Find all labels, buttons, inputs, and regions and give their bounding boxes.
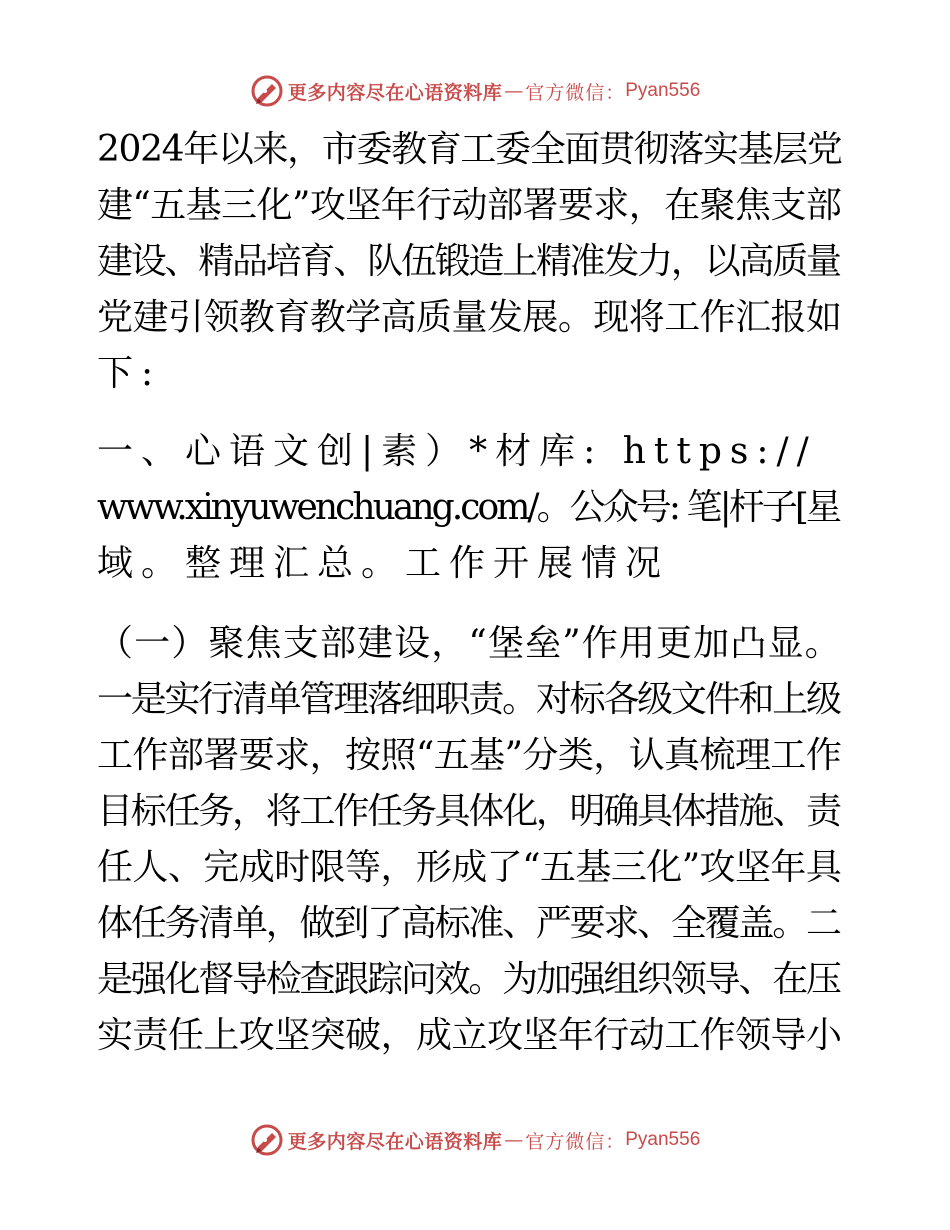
text-line: 是强化督导检查跟踪问效。为加强组织领导、在压 bbox=[97, 959, 840, 1000]
watermark-banner-bottom bbox=[0, 1120, 950, 1160]
watermark-wechat-id: Pyan556 bbox=[625, 1129, 701, 1150]
text-line: 工作部署要求，按照“五基”分类，认真梳理工作 bbox=[97, 735, 842, 776]
watermark-dash: — bbox=[504, 1129, 524, 1151]
text-line: 建设、精品培育、队伍锻造上精准发力，以高质量 bbox=[97, 241, 840, 282]
text-line: 一是实行清单管理落细职责。对标各级文件和上级 bbox=[97, 679, 840, 720]
text-line: 下: bbox=[97, 353, 162, 394]
text-line: 目标任务，将工作任务具体化，明确具体措施、责 bbox=[97, 791, 840, 832]
watermark-wechat-label: 官方微信： bbox=[525, 1130, 626, 1153]
text-line: （一）聚焦支部建设，“堡垒”作用更加凸显。 bbox=[97, 623, 842, 664]
text-line: 2024年以来，市委教育工委全面贯彻落实基层党 bbox=[97, 129, 842, 170]
watermark-wechat-id: Pyan556 bbox=[625, 80, 701, 101]
pen-logo-icon bbox=[250, 74, 284, 108]
text-line: 实责任上攻坚突破，成立攻坚年行动工作领导小 bbox=[97, 1015, 842, 1056]
text-line: 一、心语文创|素）*材库: https:// bbox=[97, 431, 817, 472]
watermark-dash: — bbox=[504, 80, 524, 102]
text-line: 域。整理汇总。工作开展情况 bbox=[97, 543, 670, 584]
text-line: 任人、完成时限等，形成了“五基三化”攻坚年具 bbox=[97, 847, 842, 888]
text-line: 体任务清单，做到了高标准、严要求、全覆盖。二 bbox=[97, 903, 840, 944]
watermark-wechat-label: 官方微信： bbox=[525, 81, 626, 104]
text-line: 建“五基三化”攻坚年行动部署要求，在聚焦支部 bbox=[97, 185, 842, 226]
text-line: www.xinyuwenchuang.com/。公众号: 笔|杆子[星 bbox=[97, 487, 840, 528]
watermark-main-text: 更多内容尽在心语资料库 bbox=[287, 1130, 503, 1153]
watermark-banner-top bbox=[0, 71, 950, 111]
text-line: 党建引领教育教学高质量发展。现将工作汇报如 bbox=[97, 297, 842, 338]
pen-logo-icon bbox=[250, 1123, 284, 1157]
watermark-main-text: 更多内容尽在心语资料库 bbox=[287, 81, 503, 104]
